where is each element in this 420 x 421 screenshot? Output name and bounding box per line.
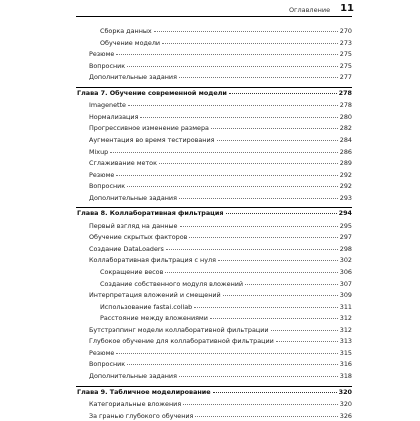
toc-entry-title: Создание собственного модуля вложений [100,279,244,288]
toc-entry[interactable] [89,326,352,335]
toc-entry-page: 298 [339,244,352,253]
header-section-title: Оглавление [288,6,331,14]
toc-entry-title: Глава 9. Табличное моделирование [77,387,211,396]
toc-entry-title: Обучение скрытых факторов [89,233,188,242]
toc-entry-page: 295 [339,221,352,230]
toc-leader-dots [166,249,338,250]
toc-entry-page: 309 [339,291,352,300]
toc-entry-page: 294 [338,209,352,218]
toc-entry-title: Сборка данных [100,27,152,35]
toc-entry[interactable] [89,291,352,300]
toc-leader-dots [179,198,338,199]
toc-entry-page: 313 [339,337,352,346]
toc-leader-dots [110,152,338,153]
toc-leader-dots [210,318,338,319]
toc-entry-page: 315 [339,348,352,357]
chapter-separator [76,87,352,88]
toc-entry[interactable] [100,27,352,36]
toc-entry-page: 282 [339,124,352,133]
toc-entry-page: 286 [339,147,352,156]
toc-entry-page: 277 [339,73,352,82]
toc-entry-title: Резюме [89,348,115,357]
toc-leader-dots [116,353,337,354]
toc-leader-dots [116,54,337,55]
toc-entry-title: Первый взгляд на данные [89,221,178,230]
toc-leader-dots [194,307,338,308]
toc-entry[interactable] [89,148,352,157]
toc-chapter-entry[interactable] [77,388,352,397]
toc-leader-dots [159,163,338,164]
toc-entry-title: Резюме [89,50,115,59]
toc-entry[interactable] [89,73,352,82]
toc-entry[interactable] [100,303,352,312]
toc-leader-dots [226,213,337,214]
toc-leader-dots [127,186,338,187]
toc-leader-dots [211,128,338,129]
toc-entry-title: Mixup [89,147,109,156]
toc-entry-title: За гранью глубокого обучения [89,411,194,420]
toc-entry-page: 270 [339,27,352,35]
toc-entry[interactable] [89,124,352,133]
toc-entry-title: Вопросник [89,360,126,369]
toc-entry-title: Сокращение весов [100,268,164,276]
toc-entry[interactable] [89,171,352,180]
toc-leader-dots [180,226,338,227]
toc-entry-title: Прогрессивное изменение размера [89,124,209,133]
toc-entry[interactable] [89,62,352,71]
toc-leader-dots [195,416,337,417]
toc-entry-page: 312 [339,325,352,334]
toc-leader-dots [165,272,337,273]
toc-entry-title: Категориальные вложения [89,400,182,409]
toc-leader-dots [128,105,338,106]
toc-entry-title: Резюме [89,170,115,179]
toc-entry[interactable] [100,39,352,48]
toc-entry-page: 306 [339,268,352,276]
toc-entry-title: Глубокое обучение для коллаборативной фильтрации [89,337,274,346]
toc-entry-title: Создание DataLoaders [89,244,164,253]
toc-leader-dots [179,376,338,377]
toc-leader-dots [229,93,337,94]
toc-entry[interactable] [89,233,352,242]
toc-entry-page: 284 [339,135,352,144]
toc-entry[interactable] [89,337,352,346]
toc-entry-page: 278 [339,101,352,110]
toc-entry-page: 320 [339,400,352,409]
toc-entry-title: Расстояние между вложениями [100,314,208,323]
toc-entry[interactable] [89,372,352,381]
toc-leader-dots [179,77,338,78]
header-page-number: 11 [340,3,354,14]
toc-leader-dots [127,364,338,365]
toc-entry-title: Дополнительные задания [89,371,177,380]
toc-entry-page: 275 [339,50,352,59]
toc-entry[interactable] [89,113,352,122]
toc-entry[interactable] [100,280,352,289]
toc-entry-title: Вопросник [89,182,126,191]
toc-entry-page: 320 [338,387,352,396]
toc-entry[interactable] [89,101,352,110]
chapter-separator [76,386,352,387]
toc-entry-page: 275 [339,61,352,70]
toc-entry-title: Дополнительные задания [89,193,177,202]
toc-leader-dots [276,341,338,342]
toc-entry[interactable] [89,412,352,421]
toc-entry-page: 302 [339,256,352,265]
toc-entry-title: Вопросник [89,61,126,70]
toc-entry-title: Нормализация [89,112,139,121]
toc-entry-title: Глава 8. Коллаборативная фильтрация [77,209,224,218]
toc-entry-page: 292 [339,170,352,179]
toc-leader-dots [140,117,337,118]
toc-entry[interactable] [89,194,352,203]
toc-entry-page: 316 [339,360,352,369]
toc-entry-title: Imagenette [89,101,126,110]
toc-entry-page: 293 [339,193,352,202]
toc-chapter-entry[interactable] [77,89,352,98]
toc-entry[interactable] [89,349,352,358]
toc-entry-title: Дополнительные задания [89,73,177,82]
toc-leader-dots [183,404,338,405]
toc-entry[interactable] [89,400,352,409]
toc-leader-dots [162,43,338,44]
toc-entry-page: 297 [339,233,352,242]
toc-entry-page: 326 [339,411,352,420]
toc-entry[interactable] [89,256,352,265]
toc-leader-dots [245,284,338,285]
toc-entry-page: 280 [339,112,352,121]
toc-leader-dots [271,330,338,331]
toc-entry-title: Бутстрэппинг модели коллаборативной фильтрации [89,325,269,334]
toc-entry-page: 311 [339,302,352,311]
toc-entry-title: Сглаживание меток [89,159,157,168]
toc-leader-dots [116,175,337,176]
toc-leader-dots [127,66,338,67]
toc-leader-dots [223,295,338,296]
toc-entry-page: 289 [339,159,352,168]
toc-entry[interactable] [89,222,352,231]
toc-leader-dots [217,140,338,141]
toc-entry-title: Интерпретация вложений и смещений [89,291,221,300]
toc-entry-page: 312 [339,314,352,323]
toc-chapter-entry[interactable] [77,209,352,218]
toc-entry-title: Использование fastai.collab [100,302,193,311]
toc-entry[interactable] [89,159,352,168]
toc-entry[interactable] [89,360,352,369]
toc-entry[interactable] [100,314,352,323]
toc-entry[interactable] [89,245,352,254]
toc-entry[interactable] [89,50,352,59]
toc-leader-dots [189,237,337,238]
toc-entry[interactable] [89,136,352,145]
toc-entry-page: 307 [339,279,352,288]
toc-entry-title: Обучение модели [100,38,161,47]
chapter-separator [76,207,352,208]
toc-entry-page: 273 [339,38,352,47]
toc-entry-page: 318 [339,371,352,380]
toc-entry-page: 292 [339,182,352,191]
toc-entry-page: 278 [338,88,352,97]
toc-entry-title: Аугментация во время тестирования [89,135,215,144]
toc-leader-dots [213,392,337,393]
toc-entry[interactable] [100,268,352,277]
toc-entry-title: Глава 7. Обучение современной модели [77,88,227,97]
toc-entry[interactable] [89,182,352,191]
toc-leader-dots [154,31,338,32]
toc-leader-dots [218,260,338,261]
toc-entry-title: Коллаборативная фильтрация с нуля [89,256,216,265]
